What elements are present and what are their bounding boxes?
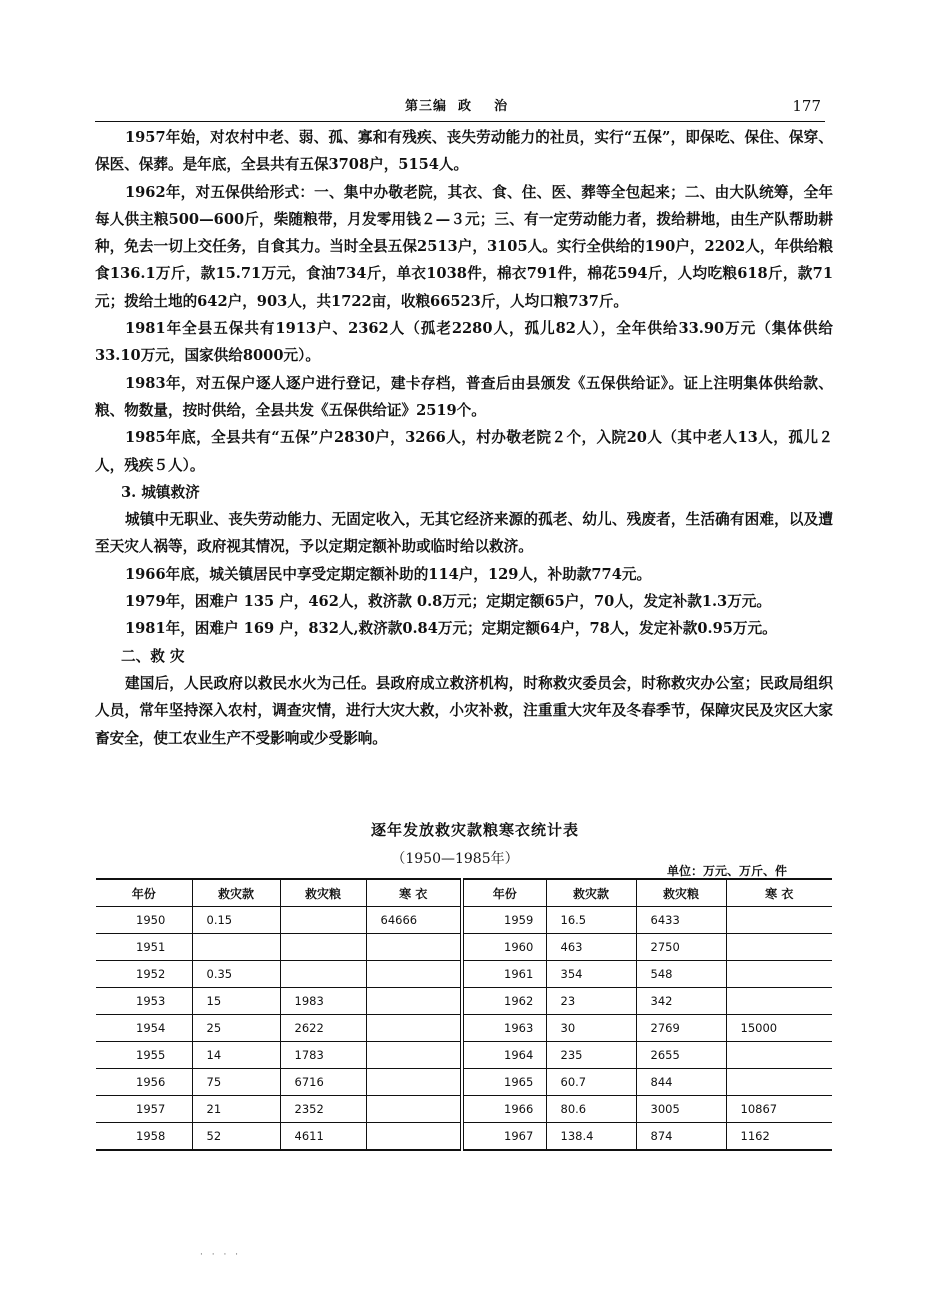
page-header [95,93,825,122]
table-cell [726,907,832,934]
table-row [96,907,832,934]
header-relief-grain-left: 救灾粮 [280,879,366,907]
table-row [96,934,832,961]
section-heading-urban-relief: 3. 城镇救济 [121,483,200,501]
header-relief-funds-right: 救灾款 [546,879,636,907]
table-cell: 10867 [726,1096,832,1123]
table-cell: 75 [192,1069,280,1096]
table-cell: 15 [192,988,280,1015]
table-cell: 1964 [462,1042,546,1069]
table-cell: 1966 [462,1096,546,1123]
table-cell: 1954 [96,1015,192,1042]
table-cell [192,934,280,961]
table-row [96,961,832,988]
paragraph-disaster-relief: 建国后，人民政府以救民水火为己任。县政府成立救济机构，时称救灾委员会，时称救灾办公室；民政局组织人员，常年坚持深入农村，调查灾情，进行大灾大救，小灾补救，注重重大灾年及冬春季节，保障灾民及灾区大家畜安全，使工农业生产不受影响或少受影响。 [95,674,833,747]
table-cell: 1962 [462,988,546,1015]
table-cell: 6716 [280,1069,366,1096]
scan-artifacts: · · · · [200,1250,242,1260]
table-cell [726,934,832,961]
table-cell: 1957 [96,1096,192,1123]
table-cell: 138.4 [546,1123,636,1151]
table-cell: 354 [546,961,636,988]
header-year-right: 年份 [462,879,546,907]
table-cell [366,1069,462,1096]
paragraph-urban-1981: 1981年，困难户 169 户，832人,救济款0.84万元；定期定额64户，78人，发定补款0.95万元。 [125,620,777,638]
table-row [96,1042,832,1069]
table-cell: 6433 [636,907,726,934]
table-cell: 874 [636,1123,726,1151]
table-cell: 80.6 [546,1096,636,1123]
table-cell: 23 [546,988,636,1015]
table-cell [366,1123,462,1151]
paragraph-wubao-1983: 1983年，对五保户逐人逐户进行登记，建卡存档，普查后由县颁发《五保供给证》。证上注明集体供给款、粮、物数量，按时供给，全县共发《五保供给证》2519个。 [95,374,833,419]
table-cell: 1963 [462,1015,546,1042]
table-cell [280,934,366,961]
table-cell: 30 [546,1015,636,1042]
table-cell: 4611 [280,1123,366,1151]
table-cell: 1961 [462,961,546,988]
table-cell: 2655 [636,1042,726,1069]
section-heading-disaster-relief: 二、救 灾 [121,647,185,665]
table-cell [366,988,462,1015]
table-cell: 64666 [366,907,462,934]
table-row [96,1015,832,1042]
table-cell [726,988,832,1015]
table-row [96,1096,832,1123]
header-winter-clothes-left: 寒 衣 [366,879,462,907]
body-text [95,124,833,752]
table-cell [280,961,366,988]
table-cell: 3005 [636,1096,726,1123]
table-cell: 1162 [726,1123,832,1151]
table-cell: 1955 [96,1042,192,1069]
table-cell: 342 [636,988,726,1015]
table-cell [726,1042,832,1069]
paragraph-urban-1979: 1979年，困难户 135 户，462人，救济款 0.8万元；定期定额65户，70人，发定补款1.3万元。 [125,593,771,611]
table-cell: 14 [192,1042,280,1069]
table-cell: 1983 [280,988,366,1015]
table-cell [726,1069,832,1096]
table-body [96,907,832,1151]
table-cell: 21 [192,1096,280,1123]
table-header-row [96,879,832,907]
table-row [96,1069,832,1096]
paragraph-wubao-1985: 1985年底，全县共有“五保”户2830户，3266人，村办敬老院２个，入院20人（其中老人13人，孤儿２人，残疾５人）。 [95,429,833,474]
table-cell: 1950 [96,907,192,934]
table-cell: 1967 [462,1123,546,1151]
table-cell: 1952 [96,961,192,988]
header-year-left: 年份 [96,879,192,907]
table-cell: 1953 [96,988,192,1015]
paragraph-urban-intro: 城镇中无职业、丧失劳动能力、无固定收入，无其它经济来源的孤老、幼儿、残废者，生活确有困难，以及遭至天灾人祸等，政府视其情况，予以定期定额补助或临时给以救济。 [95,511,833,556]
paragraph-wubao-1981: 1981年全县五保共有1913户、2362人（孤老2280人，孤儿82人），全年供给33.90万元（集体供给33.10万元，国家供给8000元）。 [95,320,833,365]
table-cell: 1783 [280,1042,366,1069]
table-cell [726,961,832,988]
table-cell: 1958 [96,1123,192,1151]
table-cell: 548 [636,961,726,988]
table-cell [280,907,366,934]
table-cell: 60.7 [546,1069,636,1096]
table-cell: 2622 [280,1015,366,1042]
table-cell: 1960 [462,934,546,961]
table-cell: 25 [192,1015,280,1042]
relief-statistics-table [96,878,832,1151]
table-cell: 2769 [636,1015,726,1042]
table-cell: 52 [192,1123,280,1151]
table-cell [366,1042,462,1069]
table-cell [366,1096,462,1123]
table-cell: 2750 [636,934,726,961]
page-number: 177 [792,97,821,115]
table-cell [366,934,462,961]
header-winter-clothes-right: 寒 衣 [726,879,832,907]
table-cell [366,1015,462,1042]
table-cell: 1951 [96,934,192,961]
table-row [96,988,832,1015]
table-cell: 1965 [462,1069,546,1096]
table-title: 逐年发放救灾款粮寒衣统计表 [370,821,579,839]
table-cell: 2352 [280,1096,366,1123]
table-cell: 0.15 [192,907,280,934]
table-cell: 1959 [462,907,546,934]
table-cell: 15000 [726,1015,832,1042]
table-cell: 463 [546,934,636,961]
table-cell [366,961,462,988]
table-cell: 1956 [96,1069,192,1096]
running-title: 第三编 政 治 [405,99,509,114]
paragraph-wubao-1957: 1957年始，对农村中老、弱、孤、寡和有残疾、丧失劳动能力的社员，实行“五保”，即保吃、保住、保穿、保医、保葬。是年底，全县共有五保3708户，5154人。 [95,129,833,174]
table-cell: 844 [636,1069,726,1096]
table-subtitle: （1950—1985年） [391,851,519,867]
paragraph-wubao-1962: 1962年，对五保供给形式：一、集中办敬老院，其衣、食、住、医、葬等全包起来；二、由大队统筹，全年每人供主粮500—600斤，柴随粮带，月发零用钱２—３元；三、有一定劳动能力者，拨给耕地，由生产队帮助耕种，免去一切上交任务，自食其力。当时全县五保2513户，3105人。实行全供给的190户，2202人，年供给粮食136.1万斤，款15.71万元，食油734斤，单衣1038件，棉衣791件，棉花594斤，人均吃粮618斤，款71元；拨给土地的642户，903人，共1722亩，收粮66523斤，人均口粮737斤。 [95,183,833,310]
table-row [96,1123,832,1151]
paragraph-urban-1966: 1966年底，城关镇居民中享受定期定额补助的114户，129人，补助款774元。 [125,565,652,583]
table-units: 单位：万元、万斤、件 [667,864,788,878]
table-cell: 0.35 [192,961,280,988]
table-cell: 16.5 [546,907,636,934]
header-relief-funds-left: 救灾款 [192,879,280,907]
table-cell: 235 [546,1042,636,1069]
header-relief-grain-right: 救灾粮 [636,879,726,907]
